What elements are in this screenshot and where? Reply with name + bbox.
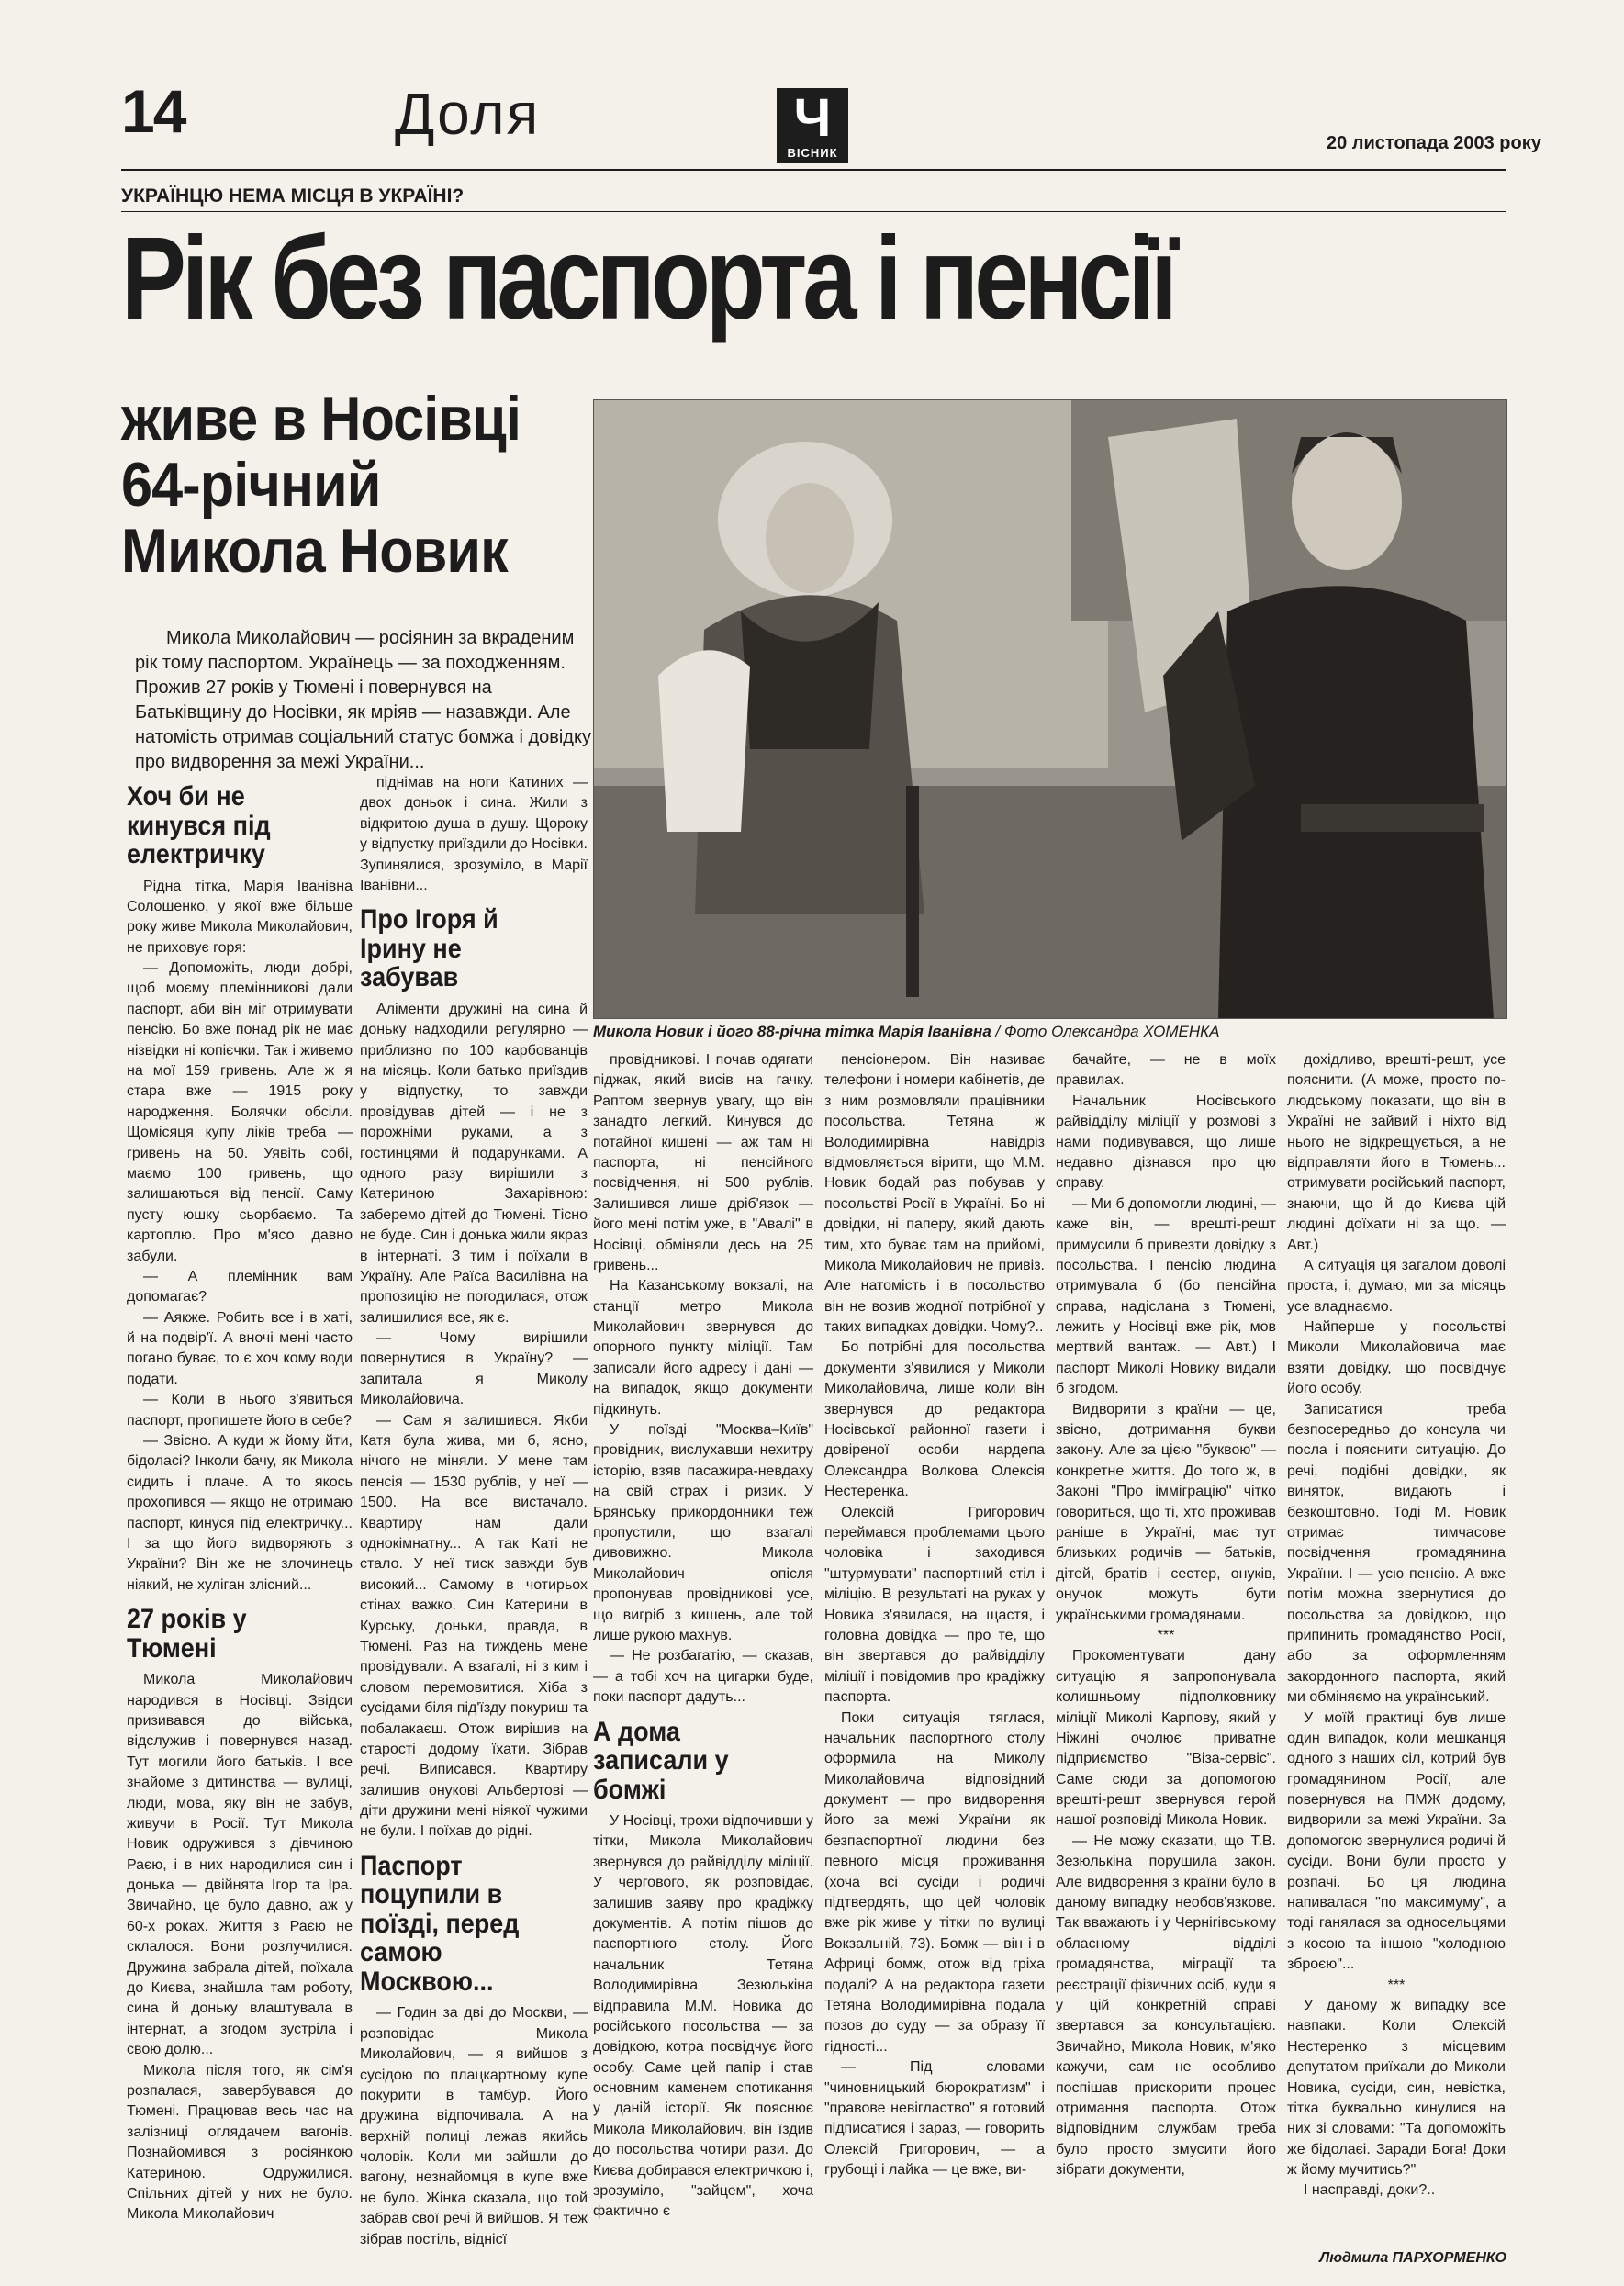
- paragraph: Олексій Григорович переймався проблемами цього чоловіка і заходився "штурмувати" паспортний стіл і міліцію. В результаті на руках у Новика з'явилася, на щастя, і головна довідка — про те, що він звертався до райвідділу міліції і повідомив про крадіжку паспорта.: [824, 1504, 1045, 1706]
- paragraph: Рідна тітка, Марія Іванівна Солошенко, у якої вже більше року живе Микола Миколайович, не приховує горя:: [127, 878, 353, 956]
- page-number: 14: [121, 77, 185, 145]
- article-column-3: [593, 1050, 813, 2223]
- section-heading: Про Ігоря й Ірину не забував: [360, 904, 498, 993]
- paragraph: Микола після того, як сім'я розпалася, завербувався до Тюмені. Працював весь час на залізниці оглядачем вагонів. Познайомився з росіянкою Катериною. Одружилися. Спільних дітей у них не було. Микола Миколайович: [127, 2062, 353, 2223]
- paragraph: — Не можу сказати, що Т.В. Зезюлькіна порушила закон. Але видворення з країни було в даному випадку необов'язкове. Так вважають і у Чернігівському обласному відділі громадянства, міграції та реєстрації фізичних осіб, куди я у цій конкретній справі звертався за консультацією. Звичайно, Микола Новик, м'яко кажучи, сам не особливо поспішав прискорити процес отримання паспорта. Отож відповідним службам треба було просто змусити його зібрати документи,: [1056, 1832, 1276, 2179]
- paragraph: — Сам я залишився. Якби Катя була жива, ми б, ясно, нічого не міняли. У мене там пенсія — 1530 рублів, у неї — 1500. На все вистачало. Квартиру нам дали однокімнатну... А так Каті не стало. У неї тиск завжди був високий... Самому в чотирьох стінах важко. Син Катерини в Курську, доньки, правда, в Тюмені. Раз на тиждень мене провідували. А взагалі, ні з ким і словом перемовитися. Хіба з сусідами біля під'їзду покуриш та побалакаєш. Отож вирішив на старості додому їхати. Зібрав речі. Виписався. Квартиру залишив онукові Альбертові — діти дружини мені ніякої чужими не були. І поїхав до рідні.: [360, 1412, 588, 1840]
- article-column-5: [1056, 1050, 1276, 2180]
- paragraph: Записатися треба безпосередньо до консула чи посла і пояснити ситуацію. До речі, подібні довідки, як виняток, видають і безкоштовно. Тоді М. Новик отримає тимчасове посвідчення громадянина України. І — усю пенсію. А вже потім можна звернутися до посольства за довідкою, що припинить громадянство Росії, або за оформленням закордонного паспорта, який ми обміняємо на український.: [1287, 1401, 1506, 1706]
- paragraph: Бо потрібні для посольства документи з'явилися у Миколи Миколайовича, лише коли він звернувся до редактора Носівської районної газети і довіреної особи нардепа Олександра Волкова Олексія Нестеренка.: [824, 1339, 1045, 1500]
- article-column-6: [1287, 1050, 1506, 2202]
- author-signature: Людмила ПАРХОРМЕНКО: [1319, 2250, 1506, 2266]
- section-heading: А дома записали у бомжі: [593, 1716, 729, 1805]
- section-heading: 27 років у Тюмені: [127, 1604, 247, 1664]
- paragraph: піднімав на ноги Катиних — двох доньок і сина. Жили з відкритою душа в душу. Щороку у відпустку приїздили до Носівки. Зупинялися, зрозуміло, в Марії Іванівни...: [360, 775, 588, 893]
- paragraph: — Допоможіть, люди добрі, щоб моєму племінникові дали паспорт, аби він міг отримувати пенсію. Бо вже понад рік не має нізвідки ні копієчки. Так і живемо на мої 159 гривень. Але ж я стара вже — 1915 року народження. Болячки обсіли. Щомісяця купу ліків треба — гривень на 50. Уявіть собі, маємо 100 гривень, що залишаються від пенсії. Саму пусту юшку сьорбаємо. Та картоплю. Про м'ясо давно забули.: [127, 960, 353, 1264]
- paragraph: — Коли в нього з'явиться паспорт, пропишете його в себе?: [127, 1392, 353, 1429]
- paragraph: — Чому вирішили повернутися в Україну? — запитала я Миколу Миколайовича.: [360, 1330, 588, 1408]
- paragraph: — Аякже. Робить все і в хаті, й на подвір'ї. А вночі мені часто погано буває, то є хоч кому води подати.: [127, 1309, 353, 1387]
- lead-paragraph: [135, 626, 594, 775]
- paragraph: — Під словами "чиновницький бюрократизм" і "правове невігластво" я готовий підписатися і зараз, — говорить Олексій Григорович, — а грубощі і лайка — це вже, ви-: [824, 2059, 1045, 2179]
- paragraph: Поки ситуація тяглася, начальник паспортного столу оформила на Миколу Миколайовича відповідний документ — про видворення його за межі України як безпаспортної людини без певного місця проживання (хоча всі сусіди і родичі підтвердять, що цей чоловік вже рік живе у тітки по вулиці Вокзальній, 73). Бомж — він і в Африці бомж, отож від гріха подалі? А на редактора газети Тетяна Володимирівна подала позов до суду — за образу її гідності...: [824, 1709, 1045, 2055]
- paragraph: На Казанському вокзалі, на станції метро Микола Миколайович звернувся до опорного пункту міліції. Там записали його адресу і дані — на випадок, якщо документи підкинуть.: [593, 1278, 813, 1418]
- kicker-rule: [121, 211, 1506, 212]
- subhead: [121, 384, 551, 587]
- paragraph: — Ми б допомогли людині, — каже він, — врешті-решт примусили б привезти довідку з посольства. І пенсію людина отримувала б (бо пенсійна справа, надіслана з Тюмені, лежить у Носівці вже рік, мов мертвий вантаж. — Авт.) І паспорт Миколі Новику видали б згодом.: [1056, 1195, 1276, 1397]
- paragraph: Видворити з країни — це, звісно, дотримання букви закону. Але за цією "буквою" — конкретне життя. До того ж, в Законі "Про імміграцію" чітко говориться, що ті, хто проживав раніше в Україні, має тут близьких родичів — батьків, дітей, братів і сестер, онуків, онучок можуть бути українськими громадянами.: [1056, 1401, 1276, 1623]
- lead-text: Микола Миколайович — росіянин за вкраденим рік тому паспортом. Українець — за походженням. Прожив 27 років у Тюмені і повернувся на Батьківщину до Носівки, як мріяв — назавжди. Але натомість отримав соціальний статус бомжа і довідку про видворення за межі України...: [135, 628, 591, 772]
- paragraph: — Звісно. А куди ж йому йти, бідоласі? Інколи бачу, як Микола сидить і плаче. А то якось прохопився — якщо не отримаю паспорт, кинуся під електричку... І за що його видворяють з України? Він же не злочинець ніякий, не хуліган злісний...: [127, 1433, 353, 1593]
- paragraph: дохідливо, врешті-решт, усе пояснити. (А може, просто по-людському показати, що він в Україні не зайвий і ніхто від нього не відкрещується, а не відправляти його в Тюмень... отримувати російський паспорт, знаючи, що й до Києва цій людині доїхати ні за що. — Авт.): [1287, 1052, 1506, 1253]
- section-title: Доля: [395, 81, 541, 147]
- paragraph: У Носівці, трохи відпочивши у тітки, Микола Миколайович звернувся до райвідділу міліції. У чергового, як розповідає, залишив заяву про крадіжку документів. А потім пішов до паспортного столу. Його начальник Тетяна Володимирівна Зезюлькіна відправила М.М. Новика до російського посольства — за довідкою, котра посвідчує його особу. Саме цей папір і став основним каменем спотикання у даній історії. Як пояснює Микола Миколайович, він їздив до посольства чотири рази. До Києва добирався електричкою і, зрозуміло, "зайцем", хоча фактично є: [593, 1813, 813, 2220]
- photo-illustration: [594, 400, 1506, 1018]
- paragraph: А ситуація ця загалом доволі проста, і, думаю, ми за місяць усе владнаємо.: [1287, 1257, 1506, 1315]
- photo-credit: / Фото Олександра ХОМЕНКА: [995, 1023, 1220, 1040]
- paragraph: Начальник Носівського райвідділу міліції у розмові з нами подивувався, що лише недавно дізнався про цю справу.: [1056, 1093, 1276, 1192]
- paragraph: Микола Миколайович народився в Носівці. Звідси призивався до війська, відслужив і повернувся назад. Тут могили його батьків. І все знайоме з дитинства — вулиці, люди, мова, яку він не забув, живучи в Росії. Тут Микола Новик одружився з дівчиною Раєю, і в них народилися син і донька — двійнята Ігор та Іра. Звичайно, це було давно, аж у 60-х роках. Життя з Раєю не склалося. Вони розлучилися. Дружина забрала дітей, поїхала до Києва, знайшла там роботу, сина й доньку влаштувала в інтернат, а згодом зустріла і свою долю...: [127, 1672, 353, 2058]
- article-photo: [593, 399, 1507, 1019]
- paragraph: Прокоментувати дану ситуацію я запропонувала колишньому підполковнику міліції Миколі Карпову, який у Ніжині очолює приватне підприємство "Віза-сервіс". Саме сюди за допомогою врешті-решт звернувся герой нашої розповіді Микола Новик.: [1056, 1648, 1276, 1829]
- logo-letter: Ч: [793, 88, 832, 148]
- paragraph: Аліменти дружині на сина й доньку надходили регулярно — приблизно по 100 карбованців на місяць. Коли батько приїздив у відпустку, то завжди провідував дітей — і не з порожніми руками, а з гостинцями й подарунками. А одного разу вирішили з Катериною Захарівною: заберемо дітей до Тюмені. Тісно не буде. Син і донька жили якраз в інтернаті. З тим і поїхали в Україну. Але Раїса Василівна на пропозицію не погодилася, отож залишилися все, як є.: [360, 1001, 588, 1326]
- section-heading: Паспорт поцупили в поїзді, перед самою Москвою...: [360, 1850, 520, 1997]
- subhead-line: 64-річний: [121, 450, 381, 521]
- headline: Рік без паспорта і пенсії: [121, 213, 1174, 344]
- article-column-1: [127, 773, 353, 2225]
- paragraph: У моїй практиці був лише один випадок, коли мешканця одного з наших сіл, котрий був громадянином Росії, але повернувся на ПМЖ додому, видворили за межі України. За допомогою звернулися родичі й сусіди. Вони були просто у розпачі. Бо ця людина напивалася "по максимуму", а тоді ганялася за односельцями з косою та іншою "холодною зброєю"...: [1287, 1709, 1506, 1973]
- article-column-2: [360, 773, 588, 2250]
- caption-text: Микола Новик і його 88-річна тітка Марія Іванівна: [593, 1023, 991, 1040]
- paragraph: бачайте, — не в моїх правилах.: [1056, 1052, 1276, 1089]
- issue-date: 20 листопада 2003 року: [1327, 133, 1541, 153]
- kicker: УКРАЇНЦЮ НЕМА МІСЦЯ В УКРАЇНІ?: [121, 185, 465, 207]
- paragraph: І насправді, доки?..: [1304, 2182, 1436, 2199]
- section-heading: Хоч би не кинувся під електричку: [127, 781, 271, 869]
- subhead-line: живе в Носівці: [121, 384, 521, 454]
- logo-word: ВІСНИК: [787, 146, 838, 160]
- article-column-4: [824, 1050, 1045, 2180]
- separator: ***: [1387, 1977, 1406, 1993]
- paragraph: Найперше у посольстві Миколи Миколайовича має взяти довідку, що посвідчує його особу.: [1287, 1319, 1506, 1397]
- paragraph: — Годин за дві до Москви, — розповідає Микола Миколайович, — я вийшов з сусідою по плацкартному купе покурити в тамбур. Його дружина відпочивала. А на верхній полиці лежав якийсь чоловік. Коли ми зайшли до вагону, незнайомця в купе вже не було. Жінка сказала, що той забрав свої речі й вийшов. Я теж зібрав постіль, віднісї: [360, 2005, 588, 2247]
- newspaper-logo: [777, 88, 848, 163]
- photo-caption: [593, 1023, 1506, 1041]
- paragraph: — А племінник вам допомагає?: [127, 1268, 353, 1305]
- paragraph: пенсіонером. Він називає телефони і номери кабінетів, де з ним розмовляли працівники посольства. Тетяна ж Володимирівна навідріз відмовляється вірити, що М.М. Новик бодай раз побував у посольстві Росії в Україні. Бо ні довідки, ні паперу, який дають тим, хто буває там на прийомі, Микола Миколайович не привіз. Але натомість і в посольство він не возив жодної потрібної у таких випадках довідки. Чому?..: [824, 1052, 1045, 1336]
- subhead-line: Микола Новик: [121, 516, 508, 587]
- paragraph: У поїзді "Москва–Київ" провідник, вислухавши нехитру історію, взяв пасажира-невдаху на свій страх і ризик. У Брянську прикордонники теж пропустили, що взагалі дивовижно. Микола Миколайович опісля пропонував провідникові усе, що вигріб з кишень, але той лише рукою махнув.: [593, 1422, 813, 1643]
- paragraph: провідникові. І почав одягати піджак, який висів на гачку. Раптом звернув увагу, що він занадто легкий. Кинувся до потайної кишені — аж там ні паспорта, ні пенсійного посвідчення, ні 500 рублів. Залишився лише дріб'язок — його мені потім уже, в "Авалі" в Носівці, обміняли десь на 25 гривень...: [593, 1052, 813, 1273]
- paragraph: — Не розбагатію, — сказав, — а тобі хоч на цигарки буде, поки паспорт дадуть...: [593, 1648, 813, 1706]
- separator: ***: [1157, 1627, 1175, 1643]
- masthead-rule: [121, 169, 1506, 171]
- paragraph: У даному ж випадку все навпаки. Коли Олексій Нестеренко з місцевим депутатом приїхали до Миколи Новика, сусіди, син, невістка, тітка буквально кинулися на них зі словами: "Та допоможіть же бідолаєі. Заради Бога! Доки ж йому мучитись?": [1287, 1997, 1506, 2179]
